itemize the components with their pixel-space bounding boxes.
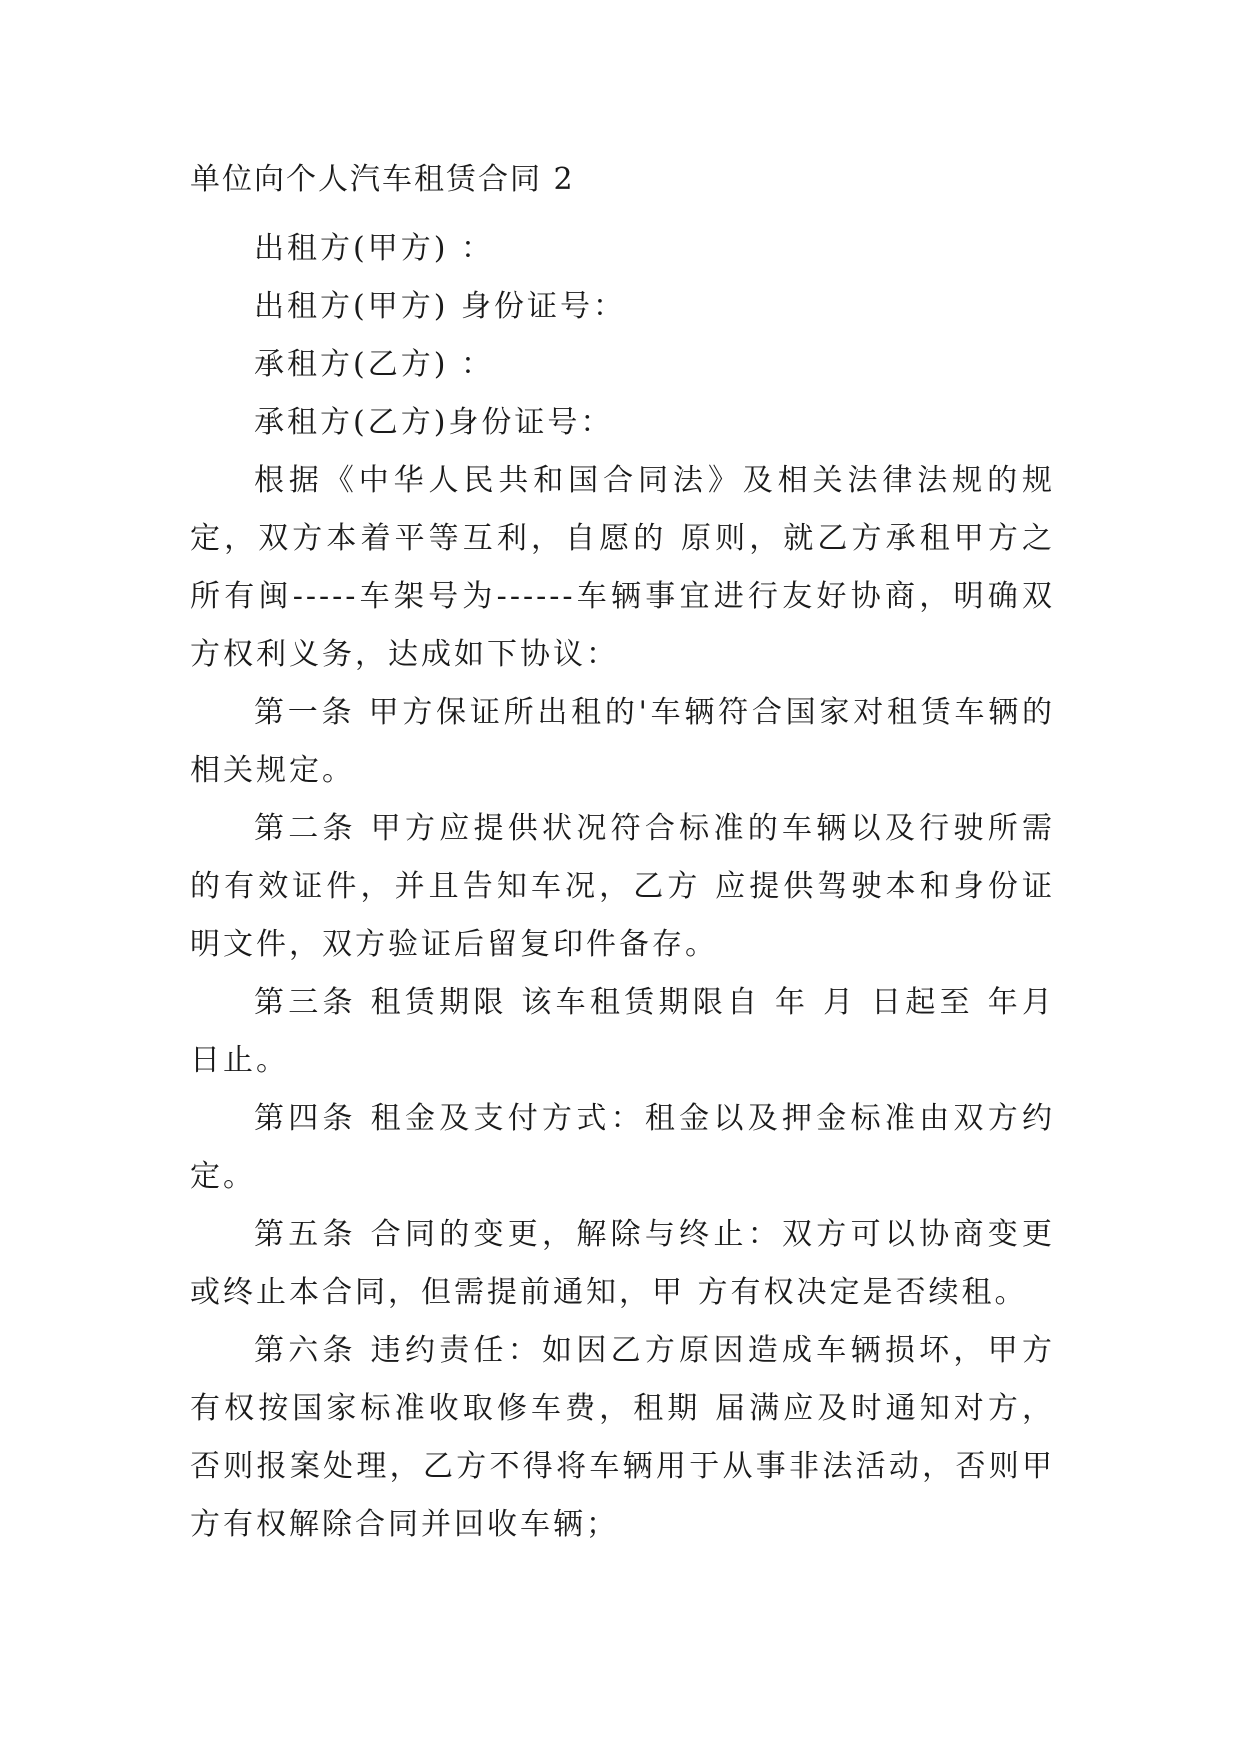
lessor-id-line: 出租方(甲方) 身份证号： [254, 289, 626, 324]
preamble-paragraph: 根据《中华人民共和国合同法》及相关法律法规的规定，双方本着平等互利，自愿的 原则，就乙方承租甲方之所有闽-----车架号为------车辆事宜进行友好协商，明确双方权利义务，达成如下协议： [190, 463, 1055, 672]
article-4: 第四条 租金及支付方式：租金以及押金标准由双方约定。 [190, 1101, 1055, 1194]
article-1: 第一条 甲方保证所出租的'车辆符合国家对租赁车辆的相关规定。 [190, 695, 1055, 788]
article-2: 第二条 甲方应提供状况符合标准的车辆以及行驶所需的有效证件，并且告知车况，乙方 应提供驾驶本和身份证明文件，双方验证后留复印件备存。 [190, 811, 1055, 962]
article-6: 第六条 违约责任：如因乙方原因造成车辆损坏，甲方有权按国家标准收取修车费，租期 届满应及时通知对方，否则报案处理，乙方不得将车辆用于从事非法活动，否则甲方有权解除合同并回收车辆； [190, 1333, 1055, 1542]
article-5: 第五条 合同的变更，解除与终止：双方可以协商变更或终止本合同，但需提前通知，甲 方有权决定是否续租。 [190, 1217, 1055, 1310]
document-body [190, 220, 1055, 1554]
article-3: 第三条 租赁期限 该车租赁期限自 年 月 日起至 年月 日止。 [190, 985, 1055, 1078]
document-title: 单位向个人汽车租赁合同 2 [190, 162, 575, 197]
lessor-name-line: 出租方(甲方) ： [254, 231, 494, 266]
lessee-name-line: 承租方(乙方) ： [254, 347, 494, 382]
lessee-id-line: 承租方(乙方)身份证号： [254, 405, 614, 440]
